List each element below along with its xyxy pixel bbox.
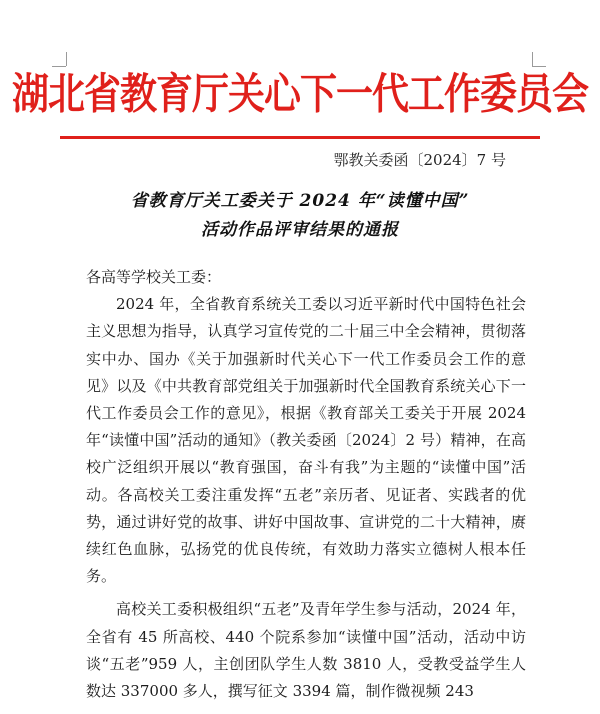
document-title-line-2: 活动作品评审结果的通报 [201,220,399,240]
crop-mark [532,52,533,66]
document-number: 鄂教关委函〔2024〕7 号 [333,151,506,169]
salutation: 各高等学校关工委： [86,268,222,286]
body-paragraph-2: 高校关工委积极组织“五老”及青年学生参与活动，2024 年，全省有 45 所高校、440 个院系参加“读懂中国”活动，活动中访谈“五老”959 人，主创团队学生人数 3810 人，受教受益学生人数达 337000 多人，撰写征文 3394 篇，制作微视频 243 [86,600,526,701]
crop-mark [66,52,67,66]
red-separator-line [60,136,540,139]
document-body [86,264,526,705]
body-paragraph-1: 2024 年，全省教育系统关工委以习近平新时代中国特色社会主义思想为指导，认真学习宣传党的二十届三中全会精神，贯彻落实中办、国办《关于加强新时代关心下一代工作委员会工作的意见》以及《中共教育部党组关于加强新时代全国教育系统关心下一代工作委员会工作的意见》，根据《教育部关工委关于开展 2024 年“读懂中国”活动的通知》（教关委函〔2024〕2 号）精神，在高校广泛组织开展以“教育强国，奋斗有我”为主题的“读懂中国”活动。各高校关工委注重发挥“五老”亲历者、见证者、实践者的优势，通过讲好党的故事、讲好中国故事、宣讲党的二十大精神，赓续红色血脉，弘扬党的优良传统，有效助力落实立德树人根本任务。 [86,295,526,586]
document-title-line-1: 省教育厅关工委关于 2024 年“读懂中国” [130,191,470,211]
issuing-organization-title: 湖北省教育厅关心下一代工作委员会 [12,69,588,119]
